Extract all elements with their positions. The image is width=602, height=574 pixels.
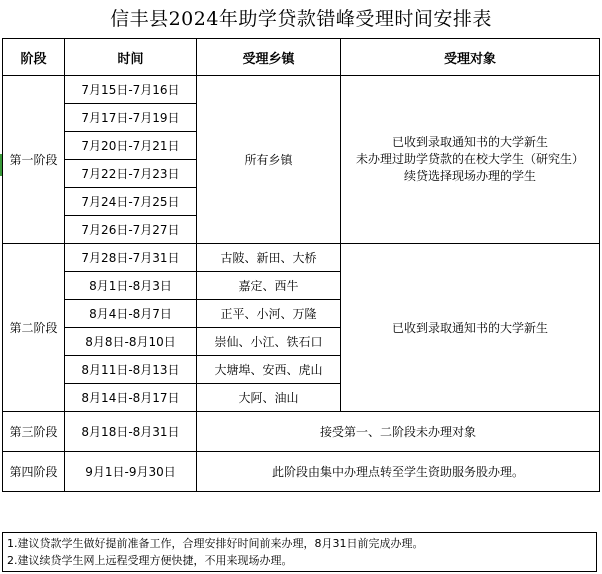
schedule-table (2, 38, 600, 492)
stage-4-note: 此阶段由集中办理点转至学生资助服务股办理。 (197, 452, 600, 492)
stage-2-towns: 崇仙、小江、铁石口 (197, 328, 341, 356)
stage-1-target-line: 续贷选择现场办理的学生 (403, 169, 536, 183)
note-line: 2.建议续贷学生网上远程受理方便快捷，不用来现场办理。 (7, 554, 293, 567)
stage-2-date: 8月1日-8月3日 (65, 272, 197, 300)
stage-2-towns: 正平、小河、万隆 (197, 300, 341, 328)
stage-1-target (341, 76, 600, 244)
document-title: 信丰县2024年助学贷款错峰受理时间安排表 (110, 8, 492, 30)
header-time: 时间 (65, 39, 197, 76)
table-header-row (3, 39, 600, 76)
stage-4-label: 第四阶段 (3, 452, 65, 492)
stage-2-date: 8月4日-8月7日 (65, 300, 197, 328)
stage-1-target-line: 已收到录取通知书的大学新生 (391, 135, 548, 149)
stage-2-target: 已收到录取通知书的大学新生 (341, 244, 600, 412)
stage-2-towns: 嘉定、西牛 (197, 272, 341, 300)
stage-2-label: 第二阶段 (3, 244, 65, 412)
stage-1-towns: 所有乡镇 (197, 76, 341, 244)
stage-2-date: 8月14日-8月17日 (65, 384, 197, 412)
note-line: 1.建议贷款学生做好提前准备工作，合理安排好时间前来办理，8月31日前完成办理。 (7, 537, 424, 550)
stage-3-note: 接受第一、二阶段未办理对象 (197, 412, 600, 452)
stage-2-towns: 大塘埠、安西、虎山 (197, 356, 341, 384)
stage-2-date: 8月11日-8月13日 (65, 356, 197, 384)
stage-1-date: 7月22日-7月23日 (65, 160, 197, 188)
stage-3-label: 第三阶段 (3, 412, 65, 452)
stage-3-date: 8月18日-8月31日 (65, 412, 197, 452)
stage-1-date: 7月17日-7月19日 (65, 104, 197, 132)
notes-box (2, 532, 597, 572)
stage-1-date: 7月15日-7月16日 (65, 76, 197, 104)
stage-1-date: 7月26日-7月27日 (65, 216, 197, 244)
table-row (3, 76, 600, 104)
table-row (3, 412, 600, 452)
stage-1-date: 7月24日-7月25日 (65, 188, 197, 216)
header-stage: 阶段 (3, 39, 65, 76)
table-row (3, 452, 600, 492)
header-target: 受理对象 (341, 39, 600, 76)
stage-2-date: 7月28日-7月31日 (65, 244, 197, 272)
header-towns: 受理乡镇 (197, 39, 341, 76)
stage-2-towns: 古陂、新田、大桥 (197, 244, 341, 272)
stage-2-towns: 大阿、油山 (197, 384, 341, 412)
stage-1-label: 第一阶段 (3, 76, 65, 244)
stage-1-date: 7月20日-7月21日 (65, 132, 197, 160)
stage-4-date: 9月1日-9月30日 (65, 452, 197, 492)
stage-1-target-line: 未办理过助学贷款的在校大学生（研究生） (355, 152, 584, 166)
table-row (3, 244, 600, 272)
stage-2-date: 8月8日-8月10日 (65, 328, 197, 356)
